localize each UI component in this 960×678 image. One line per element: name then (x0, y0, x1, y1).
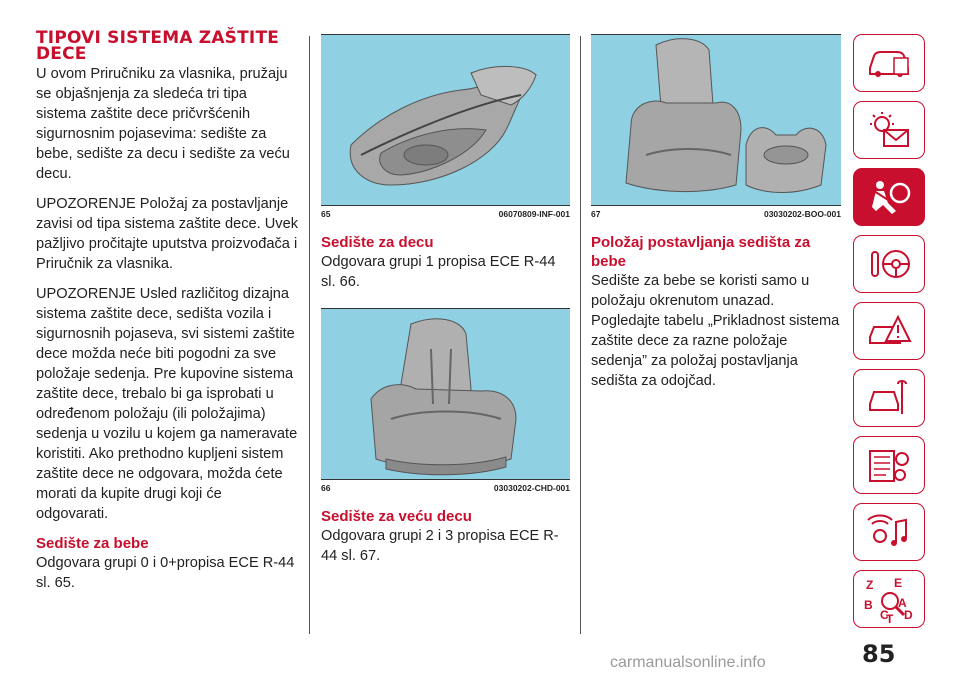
infant-carrier-illustration (321, 35, 570, 205)
svg-text:Z: Z (866, 578, 874, 592)
figure-65 (321, 34, 570, 206)
driving-icon (866, 244, 912, 284)
figure-66-number: 66 (321, 483, 331, 493)
section-title: TIPOVI SISTEMA ZAŠTITE DECE (36, 28, 280, 64)
safety-icon (866, 177, 912, 217)
index-icon (860, 575, 918, 623)
tab-warning-lights[interactable] (853, 101, 925, 159)
chapter-sidebar (853, 34, 925, 637)
subheading-child-seat: Sedište za decu (321, 234, 434, 251)
booster-seat-illustration (591, 35, 841, 205)
figure-65-caption (321, 206, 570, 219)
subheading-baby-seat: Sedište za bebe (36, 535, 149, 552)
warning-paragraph-1: UPOZORENJE Položaj za postavljanje zavisi od tipa sistema zaštite dece. Uvek pažljivo pročitajte uputstva proizvođača i Priručnik za vlasnika. (36, 196, 298, 272)
figure-66-code: 03030202-CHD-001 (493, 483, 570, 493)
tab-multimedia[interactable] (853, 503, 925, 561)
subheading-booster-seat: Sedište za veću decu (321, 508, 472, 525)
tab-technical-data[interactable] (853, 436, 925, 494)
column-divider (309, 36, 310, 634)
emergency-icon (866, 311, 912, 351)
figure-65-number: 65 (321, 209, 331, 219)
tab-driving[interactable] (853, 235, 925, 293)
column-left (36, 30, 298, 593)
svg-text:T: T (886, 612, 894, 623)
column-divider (580, 36, 581, 634)
warning-paragraph-2: UPOZORENJE Usled različitog dizajna sistema zaštite dece, sedišta vozila i sigurnosnih pojaseva, svi sistemi zaštite dece možda neće biti pogodni za sve položaje sedenja. Pre kupovine sistema zaštite dece, trebalo bi ga isprobati u određenom položaju (ili položajima) sedenja u vozilu u kojem ga nameravate koristiti. Ako prethodno kupljeni sistem zaštite dece ne odgovara, možda ćete morati da kupite drugi koji će odgovarati. (36, 286, 298, 522)
column-middle (321, 34, 570, 566)
figure-66 (321, 308, 570, 480)
multimedia-icon (866, 512, 912, 552)
tab-safety[interactable] (853, 168, 925, 226)
subheading-install-position: Položaj postavljanja sedišta za bebe (591, 234, 811, 270)
svg-text:B: B (864, 598, 873, 612)
tab-car-info[interactable] (853, 34, 925, 92)
tab-maintenance[interactable] (853, 369, 925, 427)
figure-65-code: 06070809-INF-001 (498, 209, 570, 219)
figure-66-caption (321, 480, 570, 493)
maintenance-icon (866, 378, 912, 418)
figure-67-caption (591, 206, 841, 219)
svg-text:A: A (898, 596, 907, 610)
child-seat-illustration (321, 309, 570, 479)
tab-index[interactable] (853, 570, 925, 628)
svg-text:C: C (880, 608, 889, 622)
booster-seat-text: Odgovara grupi 2 i 3 propisa ECE R-44 sl. 67. (321, 528, 559, 564)
figure-67-code: 03030202-BOO-001 (763, 209, 841, 219)
warning-lights-icon (866, 110, 912, 150)
tab-emergency[interactable] (853, 302, 925, 360)
intro-paragraph: U ovom Priručniku za vlasnika, pružaju se objašnjenja za sledeća tri tipa sistema zaštite dece pričvršćenih sigurnosnim pojasevima: sedište za bebe, sedište za decu i sedište za veću decu. (36, 66, 290, 182)
page-number: 85 (862, 640, 896, 668)
figure-67-number: 67 (591, 209, 601, 219)
svg-text:E: E (894, 576, 903, 590)
technical-data-icon (866, 445, 912, 485)
car-info-icon (866, 46, 912, 80)
column-right (591, 34, 841, 391)
baby-seat-text: Odgovara grupi 0 i 0+propisa ECE R-44 sl. 65. (36, 555, 295, 591)
watermark: carmanualsonline.info (610, 654, 766, 671)
child-seat-text: Odgovara grupi 1 propisa ECE R-44 sl. 66. (321, 254, 556, 290)
figure-67 (591, 34, 841, 206)
svg-text:D: D (904, 608, 913, 622)
install-position-text: Sedište za bebe se koristi samo u položaju okrenutom unazad. Pogledajte tabelu „Prikladnost sistema zaštite dece za razne položaje sedenja” za položaj postavljanja sedišta za odojčad. (591, 273, 840, 389)
